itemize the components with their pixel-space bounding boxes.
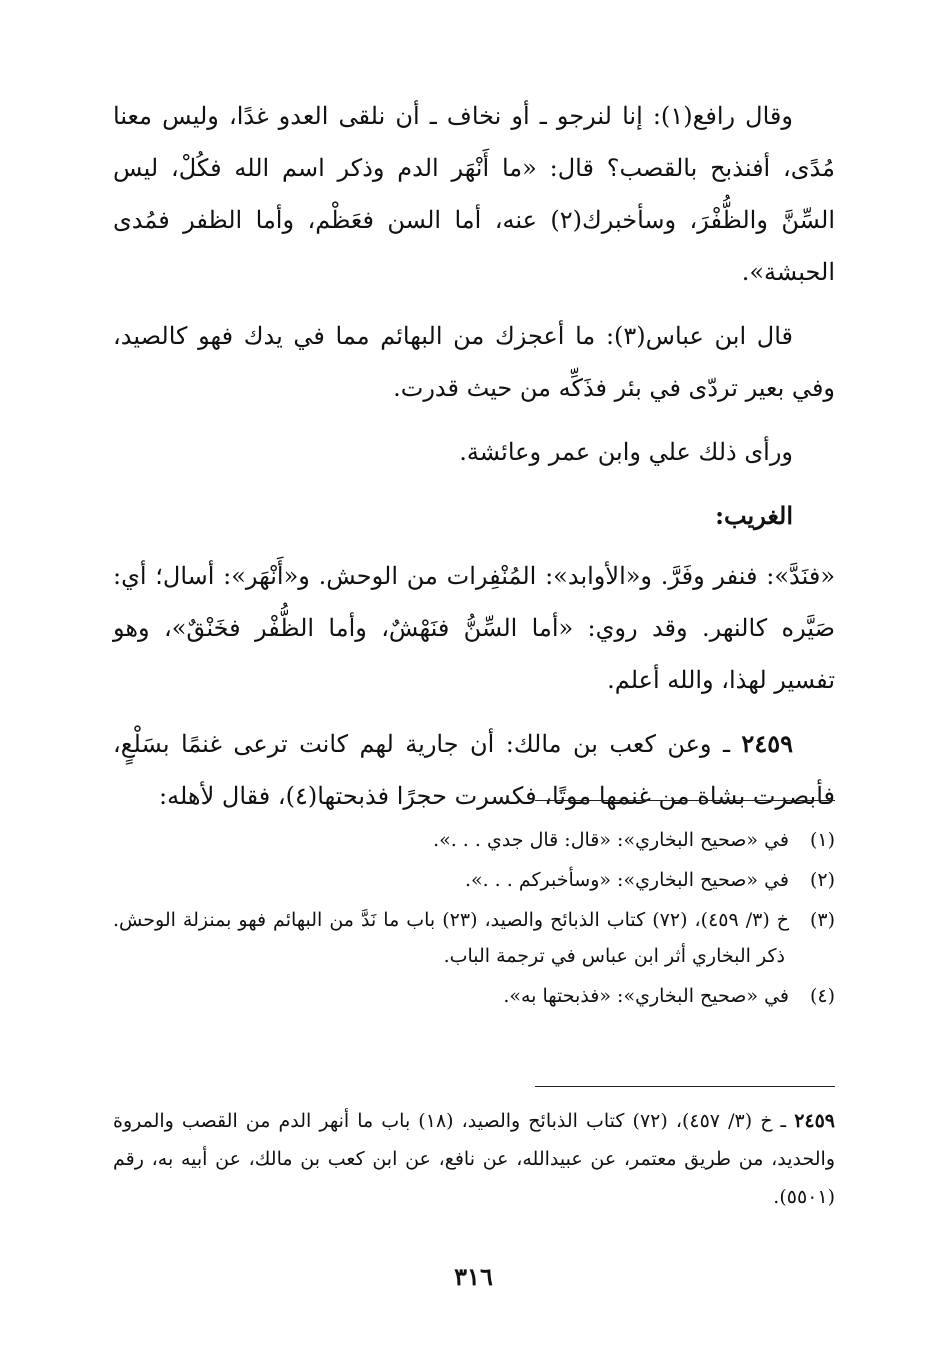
footnote-text: في «صحيح البخاري»: «قال: قال جدي . . .». xyxy=(433,829,789,851)
footnote-text: في «صحيح البخاري»: «وسأخبركم . . .». xyxy=(464,869,789,891)
takhrij-text: ـ خ (٣/ ٤٥٧)، (٧٢) كتاب الذبائح والصيد، (١٨) باب ما أنهر الدم من القصب والمروة والحديد، من طريق معتمر، عن عبيدالله، عن نافع، عن ابن كعب بن مالك، عن أبيه به، رقم (٥٥٠١). xyxy=(113,1110,835,1208)
footnote-separator xyxy=(535,800,835,801)
footnote-number: (١) xyxy=(809,829,835,851)
footnote-text: خ (٣/ ٤٥٩)، (٧٢) كتاب الذبائح والصيد، (٢٣) باب ما نَدَّ من البهائم فهو بمنزلة الوحش. ذكر البخاري أثر ابن عباس في ترجمة الباب. xyxy=(113,909,790,967)
takhrij-note xyxy=(113,1102,835,1216)
hadith-text: ـ وعن كعب بن مالك: أن جارية لهم كانت ترعى غنمًا بسَلْعٍ، فأبصرت بشاة من غنمها موتًا، فكسرت حجرًا فذبحتها(٤)، فقال لأهله: xyxy=(113,730,835,810)
paragraph-ibn-abbas: قال ابن عباس(٣): ما أعجزك من البهائم مما في يدك فهو كالصيد، وفي بعير تردّى في بئر فذَكِّه من حيث قدرت. xyxy=(113,322,835,402)
footnote-3 xyxy=(113,902,835,974)
hadith-number: ٢٤٥٩ xyxy=(741,729,793,758)
paragraph-hadith-2459 xyxy=(113,718,835,822)
paragraph-ali: ورأى ذلك علي وابن عمر وعائشة. xyxy=(459,438,793,466)
takhrij-paragraph xyxy=(113,1102,835,1216)
takhrij-separator xyxy=(535,1086,835,1087)
page-number: ٣١٦ xyxy=(454,1262,493,1291)
footnote-1 xyxy=(113,822,835,858)
footnote-4 xyxy=(113,978,835,1014)
footnote-number: (٤) xyxy=(809,985,835,1007)
footnote-text: في «صحيح البخاري»: «فذبحتها به». xyxy=(503,985,789,1007)
paragraph-gharib: «فنَدَّ»: فنفر وفَرَّ. و«الأوابد»: المُنْفِرات من الوحش. و«أَنْهَر»: أسال؛ أي: صَيَّره كالنهر. وقد روي: «أما السِّنُّ فنَهْشٌ، وأما الظُّفْر فخَنْقٌ»، وهو تفسير لهذا، والله أعلم. xyxy=(113,562,835,694)
footnotes xyxy=(113,822,835,1018)
footnote-number: (٢) xyxy=(809,869,835,891)
paragraph-rafi: وقال رافع(١): إنا لنرجو ـ أو نخاف ـ أن نلقى العدو غدًا، وليس معنا مُدًى، أفنذبح بالقصب؟ قال: «ما أَنْهَر الدم وذكر اسم الله فكُلْ، ليس السِّنَّ والظُّفْرَ، وسأخبرك(٢) عنه، أما السن فعَظْم، وأما الظفر فمُدى الحبشة». xyxy=(113,102,835,286)
gharib-heading: الغريب: xyxy=(715,501,793,530)
main-text xyxy=(113,90,835,834)
takhrij-number: ٢٤٥٩ xyxy=(794,1110,836,1132)
footnote-2 xyxy=(113,862,835,898)
footnote-number: (٣) xyxy=(809,909,836,931)
